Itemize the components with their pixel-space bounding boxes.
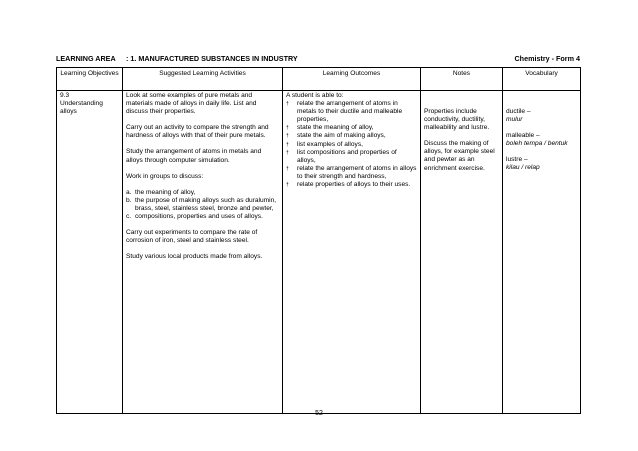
list-item bbox=[286, 100, 417, 124]
notes-cell bbox=[421, 91, 503, 414]
vocabulary-translation: boleh tempa / bentuk bbox=[506, 140, 568, 148]
list-item bbox=[126, 197, 279, 213]
column-header: Suggested Learning Activities bbox=[123, 68, 283, 91]
column-header: Learning Outcomes bbox=[283, 68, 421, 91]
list-item-text: the purpose of making alloys such as duralumin, brass, steel, stainless steel, bronze and pewter, bbox=[135, 196, 277, 212]
outcome-text: relate the arrangement of atoms in metals to their ductile and malleable properties, bbox=[297, 100, 403, 124]
page-number: 52 bbox=[315, 410, 323, 417]
note-paragraph: Properties include conductivity, ductility, malleability and lustre. bbox=[424, 108, 490, 132]
vocabulary-entry bbox=[506, 108, 577, 124]
column-header: Notes bbox=[421, 68, 503, 91]
list-item-text: compositions, properties and uses of alloys. bbox=[135, 213, 263, 221]
list-item bbox=[286, 124, 417, 132]
column-header: Vocabulary bbox=[503, 68, 581, 91]
activity-paragraph: Carry out an activity to compare the strength and hardness of alloys with that of their pure metals. bbox=[126, 124, 269, 140]
activity-paragraph: Carry out experiments to compare the rate of corrosion of iron, steel and stainless steel. bbox=[126, 229, 258, 245]
table-row bbox=[57, 91, 581, 414]
learning-area-unit: : 1. MANUFACTURED SUBSTANCES IN INDUSTRY bbox=[126, 54, 298, 63]
vocabulary-translation: kilau / relap bbox=[506, 164, 540, 172]
list-item bbox=[286, 141, 417, 149]
bullet-icon: † bbox=[286, 101, 289, 108]
objectives-cell bbox=[57, 91, 123, 414]
bullet-icon: † bbox=[286, 165, 289, 172]
activities-cell bbox=[123, 91, 283, 414]
vocabulary-entry bbox=[506, 156, 577, 172]
list-item bbox=[126, 189, 279, 197]
outcome-text: list examples of alloys, bbox=[297, 140, 363, 148]
outcome-text: relate properties of alloys to their uses. bbox=[297, 181, 411, 189]
activity-paragraph: Look at some examples of pure metals and materials made of alloys in daily life. List and discuss their properties. bbox=[126, 92, 257, 116]
activity-paragraph: Study various local products made from alloys. bbox=[126, 253, 263, 261]
outcomes-cell bbox=[283, 91, 421, 414]
list-item-text: the meaning of alloy, bbox=[135, 188, 196, 196]
list-item bbox=[286, 165, 417, 181]
outcome-text: list compositions and properties of alloys, bbox=[297, 148, 397, 164]
bullet-icon: † bbox=[286, 149, 289, 156]
subject-form: Chemistry - Form 4 bbox=[514, 54, 580, 63]
list-item bbox=[126, 213, 279, 221]
objective-number: 9.3 bbox=[60, 92, 70, 99]
activity-paragraph: Study the arrangement of atoms in metals and alloys through computer simulation. bbox=[126, 148, 262, 164]
objective-text: Understanding alloys bbox=[60, 100, 103, 116]
learning-area-label: LEARNING AREA bbox=[56, 54, 116, 63]
table-header-row bbox=[57, 68, 581, 91]
outcome-text: relate the arrangement of atoms in alloys to their strength and hardness, bbox=[297, 164, 417, 180]
column-header: Learning Objectives bbox=[57, 68, 123, 91]
outcome-text: state the aim of making alloys, bbox=[297, 132, 386, 140]
list-marker: c. bbox=[126, 213, 132, 221]
vocabulary-term: malleable – bbox=[506, 132, 540, 140]
outcomes-list bbox=[286, 100, 417, 189]
vocabulary-term: lustre – bbox=[506, 156, 528, 164]
bullet-icon: † bbox=[286, 133, 289, 140]
outcome-text: state the meaning of alloy, bbox=[297, 124, 374, 132]
bullet-icon: † bbox=[286, 182, 289, 189]
discussion-list bbox=[126, 189, 279, 221]
list-item bbox=[286, 132, 417, 140]
activity-paragraph: Work in groups to discuss: bbox=[126, 172, 204, 180]
list-item bbox=[286, 181, 417, 189]
note-paragraph: Discuss the making of alloys, for example steel and pewter as an enrichment exercise. bbox=[424, 140, 495, 172]
list-marker: a. bbox=[126, 188, 132, 196]
bullet-icon: † bbox=[286, 125, 289, 132]
syllabus-table bbox=[56, 67, 581, 414]
vocabulary-term: ductile – bbox=[506, 108, 531, 115]
vocabulary-cell bbox=[503, 91, 581, 414]
bullet-icon: † bbox=[286, 141, 289, 148]
vocabulary-translation: mulur bbox=[506, 116, 523, 124]
list-item bbox=[286, 149, 417, 165]
page-header bbox=[56, 54, 580, 66]
outcomes-intro: A student is able to: bbox=[286, 92, 344, 99]
list-marker: b. bbox=[126, 196, 132, 204]
vocabulary-entry bbox=[506, 132, 577, 148]
